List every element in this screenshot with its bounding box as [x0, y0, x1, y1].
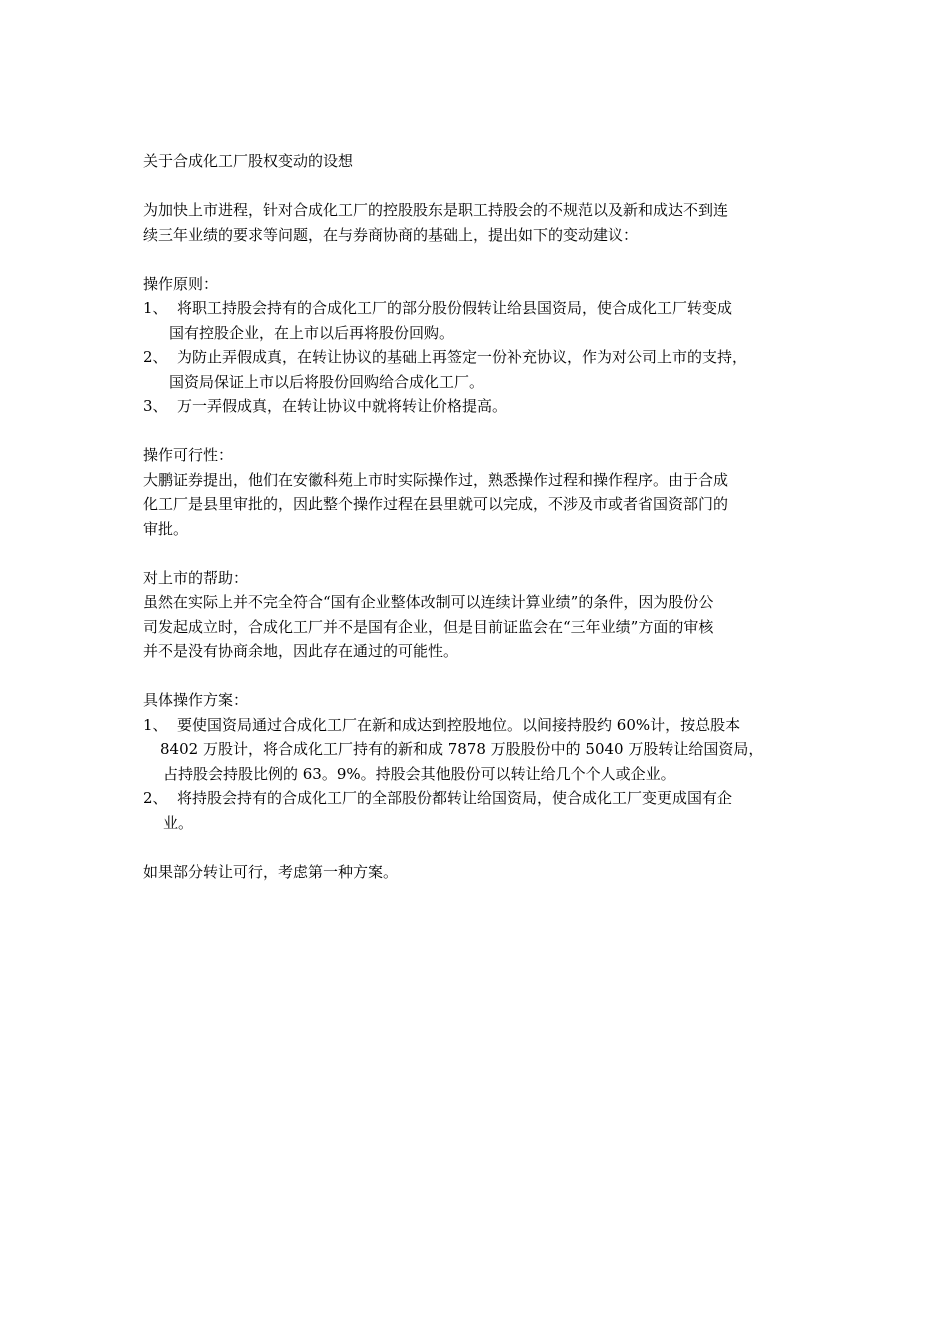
help-line: 司发起成立时，合成化工厂并不是国有企业，但是目前证监会在“三年业绩”方面的审核 — [143, 617, 714, 636]
intro-line: 续三年业绩的要求等问题，在与券商协商的基础上，提出如下的变动建议： — [143, 225, 639, 244]
list-item — [143, 394, 823, 419]
principles-list — [143, 296, 823, 419]
feasibility-line: 大鹏证券提出，他们在安徽科苑上市时实际操作过，熟悉操作过程和操作程序。由于合成 — [143, 470, 729, 489]
list-item-text: 国资局保证上市以后将股份回购给合成化工厂。 — [169, 372, 485, 391]
feasibility-line: 审批。 — [143, 519, 189, 538]
spacer — [143, 541, 823, 566]
document-body — [143, 149, 823, 884]
help-line: 并不是没有协商余地，因此存在通过的可能性。 — [143, 642, 459, 660]
intro-line: 为加快上市进程，针对合成化工厂的控股股东是职工持股会的不规范以及新和成达不到连 — [143, 201, 729, 219]
feasibility-section — [143, 443, 823, 541]
plan-heading: 具体操作方案： — [143, 691, 249, 709]
plan-section — [143, 688, 823, 835]
list-item-text: 将持股会持有的合成化工厂的全部股份都转让给国资局，使合成化工厂变更成国有企 — [177, 789, 733, 807]
list-item — [143, 345, 823, 394]
document-title: 关于合成化工厂股权变动的设想 — [143, 152, 354, 170]
list-item-number: 2、 — [143, 789, 168, 807]
list-item-text: 要使国资局通过合成化工厂在新和成达到控股地位。以间接持股约 60%计，按总股本 — [177, 715, 741, 734]
spacer — [143, 664, 823, 689]
list-item-number: 3、 — [143, 397, 168, 415]
list-item-text: 为防止弄假成真，在转让协议的基础上再签定一份补充协议，作为对公司上市的支持， — [177, 348, 748, 366]
list-item — [143, 786, 823, 835]
conclusion-text: 如果部分转让可行，考虑第一种方案。 — [143, 862, 399, 881]
list-item-number: 2、 — [143, 348, 168, 366]
feasibility-heading: 操作可行性： — [143, 446, 234, 464]
list-item-text: 万一弄假成真，在转让协议中就将转让价格提高。 — [177, 397, 508, 415]
list-item — [143, 296, 823, 345]
spacer — [143, 419, 823, 444]
list-item-text: 8402 万股计，将合成化工厂持有的新和成 7878 万股股份中的 5040 万股转让给国资局， — [160, 740, 764, 758]
help-section — [143, 566, 823, 664]
help-line: 虽然在实际上并不完全符合“国有企业整体改制可以连续计算业绩”的条件，因为股份公 — [143, 593, 714, 611]
spacer — [143, 174, 823, 199]
list-item — [143, 713, 823, 787]
help-heading: 对上市的帮助： — [143, 568, 249, 587]
list-item-text: 国有控股企业，在上市以后再将股份回购。 — [169, 323, 455, 342]
list-item-number: 1、 — [143, 299, 168, 317]
list-item-number: 1、 — [143, 715, 168, 734]
feasibility-line: 化工厂是县里审批的，因此整个操作过程在县里就可以完成，不涉及市或者省国资部门的 — [143, 495, 729, 513]
principles-heading: 操作原则： — [143, 274, 219, 293]
list-item-text: 业。 — [163, 813, 194, 832]
list-item-text: 将职工持股会持有的合成化工厂的部分股份假转让给县国资局，使合成化工厂转变成 — [177, 299, 733, 317]
list-item-text: 占持股会持股比例的 63。9%。持股会其他股份可以转让给几个个人或企业。 — [163, 764, 676, 783]
principles-section — [143, 272, 823, 419]
spacer — [143, 835, 823, 860]
plan-list — [143, 713, 823, 836]
intro-paragraph — [143, 198, 823, 247]
spacer — [143, 247, 823, 272]
